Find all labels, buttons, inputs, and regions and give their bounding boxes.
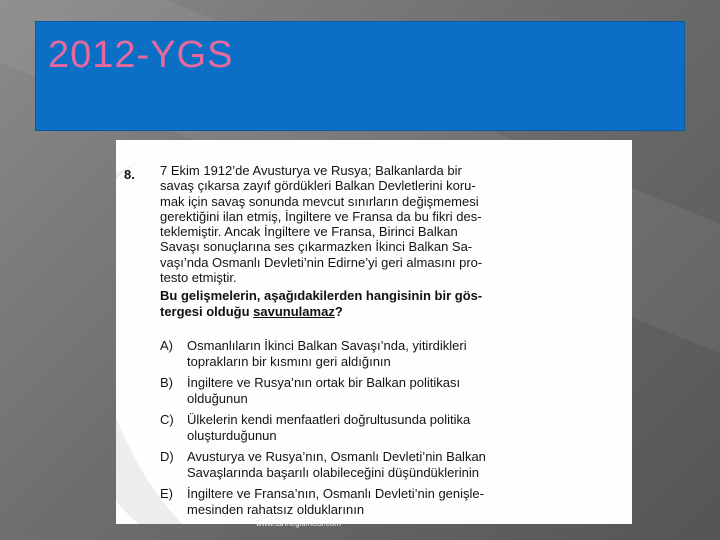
option-line: Ülkelerin kendi menfaatleri doğrultusunda politika [187,412,471,427]
option-text [187,449,617,480]
option-text [187,375,617,406]
question-image [116,140,632,524]
question-line: teklemiştir. Ancak İngiltere ve Fransa, Birinci Balkan [160,224,458,240]
option-text [187,338,617,369]
footer-url: www.tarihegitimcisi.com [256,519,341,528]
question-prompt [160,288,610,319]
prompt-underlined: savunulamaz [253,303,335,319]
option-text [187,412,617,443]
question-line: gerektiğini ilan etmiş, İngiltere ve Fransa da bu fikri des- [160,208,482,224]
option-line: olduğunun [187,390,248,406]
option-line: Avusturya ve Rusya’nın, Osmanlı Devleti’nin Balkan [187,449,486,464]
prompt-line: Bu gelişmelerin, aşağıdakilerden hangisinin bir gös- [160,288,483,303]
option-line: Savaşlarında başarılı olabileceğini düşündüklerinin [187,464,479,480]
option-letter: B) [160,375,173,390]
option-line: toprakların bir kısmını geri aldığının [187,353,391,369]
question-line: Savaşı sonuçlarına ses çıkarmazken İkinci Balkan Sa- [160,239,473,255]
option-text [187,486,617,517]
option-line: mesinden rahatsız olduklarının [187,501,365,517]
question-line: vaşı’nda Osmanlı Devleti’nin Edirne’yi geri almasını pro- [160,254,483,270]
prompt-line [160,304,610,320]
question-body [160,163,600,285]
option-line: oluşturduğunun [187,427,277,443]
option-letter: A) [160,338,173,353]
question-number: 8. [124,167,135,182]
option-letter: D) [160,449,174,464]
slide-title: 2012-YGS [48,34,234,76]
option-line: İngiltere ve Fransa’nın, Osmanlı Devleti’nin genişle- [187,486,484,501]
question-line: mak için savaş sonunda mevcut sınırların değişmemesi [160,193,479,209]
prompt-suffix: ? [334,303,343,319]
question-line: savaş çıkarsa zayıf gördükleri Balkan Devletlerini koru- [160,178,476,194]
option-line: İngiltere ve Rusya’nın ortak bir Balkan politikası [187,375,461,390]
question-line: 7 Ekim 1912’de Avusturya ve Rusya; Balkanlarda bir [160,163,462,178]
option-line: Osmanlıların İkinci Balkan Savaşı’nda, yitirdikleri [187,338,467,353]
option-letter: C) [160,412,174,427]
prompt-prefix: tergesi olduğu [160,303,254,319]
question-line: testo etmiştir. [160,270,237,286]
option-letter: E) [160,486,173,501]
